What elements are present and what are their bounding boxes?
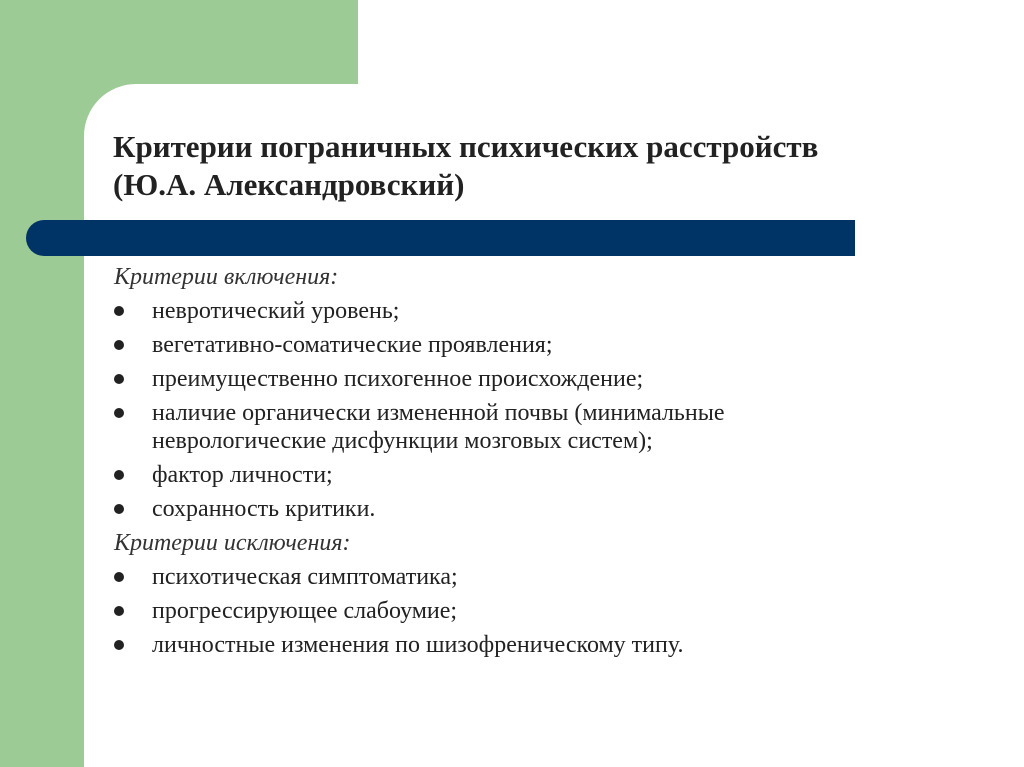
- title-line-2: (Ю.А. Александровский): [113, 167, 465, 202]
- list-item-text: фактор личности;: [152, 462, 333, 488]
- bullet-icon: [114, 606, 124, 616]
- list-item: [114, 365, 1004, 393]
- bullet-icon: [114, 408, 124, 418]
- list-item: [114, 297, 1004, 325]
- exclusion-heading: Критерии исключения:: [114, 530, 351, 556]
- list-item-text: невротический уровень;: [152, 298, 400, 324]
- list-item: [114, 495, 1004, 523]
- list-item-text: вегетативно-соматические проявления;: [152, 332, 553, 358]
- bullet-icon: [114, 640, 124, 650]
- list-item: [114, 399, 1004, 455]
- bullet-icon: [114, 572, 124, 582]
- list-item-text: психотическая симптоматика;: [152, 564, 458, 590]
- list-item: [114, 597, 1004, 625]
- exclusion-list: [114, 563, 1004, 659]
- list-item: [114, 461, 1004, 489]
- inclusion-heading: Критерии включения:: [114, 264, 339, 290]
- list-item-text: преимущественно психогенное происхождение;: [152, 366, 644, 392]
- list-item: [114, 631, 1004, 659]
- inclusion-list: [114, 297, 1004, 523]
- bullet-icon: [114, 340, 124, 350]
- list-item-text-continued: неврологические дисфункции мозговых систем);: [152, 428, 653, 454]
- bullet-icon: [114, 374, 124, 384]
- list-item-text: наличие органически измененной почвы (минимальные: [152, 400, 725, 426]
- title-line-1: Критерии пограничных психических расстройств: [113, 129, 819, 164]
- list-item-text: сохранность критики.: [152, 496, 376, 522]
- slide-title: [113, 128, 933, 204]
- bullet-icon: [114, 504, 124, 514]
- bullet-icon: [114, 306, 124, 316]
- slide-body: [114, 263, 1004, 665]
- list-item-text: личностные изменения по шизофреническому типу.: [152, 632, 684, 658]
- list-item: [114, 563, 1004, 591]
- list-item: [114, 331, 1004, 359]
- bullet-icon: [114, 470, 124, 480]
- title-divider-bar: [26, 220, 855, 256]
- list-item-text: прогрессирующее слабоумие;: [152, 598, 458, 624]
